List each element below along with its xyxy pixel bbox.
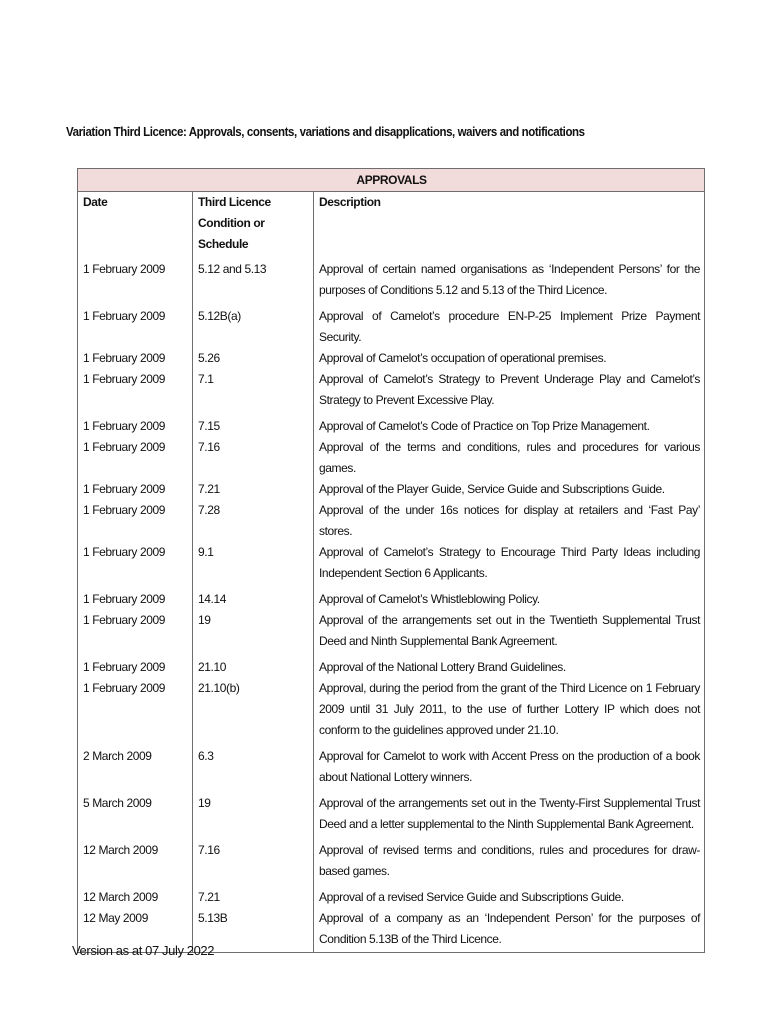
table-row bbox=[78, 306, 705, 348]
cell-description: Approval of Camelot’s procedure EN-P-25 Implement Prize Payment Security. bbox=[314, 306, 705, 348]
cell-description: Approval of a revised Service Guide and Subscriptions Guide. bbox=[314, 887, 705, 908]
table-row bbox=[78, 746, 705, 793]
cell-description: Approval of certain named organisations as ‘Independent Persons’ for the purposes of Conditions 5.12 and 5.13 of the Third Licence. bbox=[314, 259, 705, 306]
cell-date: 12 March 2009 bbox=[78, 887, 193, 908]
cell-condition: 7.28 bbox=[193, 500, 314, 542]
cell-condition: 21.10 bbox=[193, 657, 314, 678]
table-row bbox=[78, 657, 705, 678]
table-row bbox=[78, 678, 705, 746]
cell-date: 1 February 2009 bbox=[78, 479, 193, 500]
cell-condition: 7.21 bbox=[193, 887, 314, 908]
cell-condition: 5.12 and 5.13 bbox=[193, 259, 314, 306]
cell-date: 1 February 2009 bbox=[78, 542, 193, 589]
cell-date: 1 February 2009 bbox=[78, 610, 193, 657]
cell-description: Approval of Camelot’s occupation of operational premises. bbox=[314, 348, 705, 369]
table-row bbox=[78, 840, 705, 887]
table-row bbox=[78, 369, 705, 416]
cell-condition: 7.1 bbox=[193, 369, 314, 416]
cell-condition: 6.3 bbox=[193, 746, 314, 793]
table-row bbox=[78, 348, 705, 369]
cell-condition: 7.15 bbox=[193, 416, 314, 437]
table-row bbox=[78, 793, 705, 840]
cell-date: 1 February 2009 bbox=[78, 348, 193, 369]
cell-description: Approval of a company as an ‘Independent Person’ for the purposes of Condition 5.13B of the Third Licence. bbox=[314, 908, 705, 953]
cell-description: Approval of the terms and conditions, rules and procedures for various games. bbox=[314, 437, 705, 479]
cell-description: Approval of Camelot’s Code of Practice on Top Prize Management. bbox=[314, 416, 705, 437]
table-row bbox=[78, 479, 705, 500]
cell-date: 1 February 2009 bbox=[78, 657, 193, 678]
cell-condition: 7.21 bbox=[193, 479, 314, 500]
cell-condition: 5.12B(a) bbox=[193, 306, 314, 348]
table-header-row bbox=[78, 192, 705, 260]
column-header-condition bbox=[193, 192, 314, 260]
cell-description: Approval of Camelot’s Strategy to Prevent Underage Play and Camelot’s Strategy to Prevent Excessive Play. bbox=[314, 369, 705, 416]
footer-version: Version as at 07 July 2022 bbox=[72, 943, 215, 958]
cell-date: 1 February 2009 bbox=[78, 678, 193, 746]
column-header-description: Description bbox=[314, 192, 705, 260]
cell-description: Approval, during the period from the grant of the Third Licence on 1 February 2009 until 31 July 2011, to the use of further Lottery IP which does not conform to the guidelines approved under 21.10. bbox=[314, 678, 705, 746]
column-header-condition-text: Third Licence Condition or Schedule bbox=[198, 195, 271, 251]
cell-condition: 7.16 bbox=[193, 840, 314, 887]
cell-condition: 14.14 bbox=[193, 589, 314, 610]
cell-condition: 19 bbox=[193, 793, 314, 840]
cell-date: 1 February 2009 bbox=[78, 589, 193, 610]
cell-description: Approval of the arrangements set out in the Twentieth Supplemental Trust Deed and Ninth Supplemental Bank Agreement. bbox=[314, 610, 705, 657]
cell-description: Approval for Camelot to work with Accent Press on the production of a book about National Lottery winners. bbox=[314, 746, 705, 793]
table-row bbox=[78, 259, 705, 306]
cell-description: Approval of the arrangements set out in the Twenty-First Supplemental Trust Deed and a letter supplemental to the Ninth Supplemental Bank Agreement. bbox=[314, 793, 705, 840]
cell-description: Approval of the Player Guide, Service Guide and Subscriptions Guide. bbox=[314, 479, 705, 500]
cell-condition: 5.26 bbox=[193, 348, 314, 369]
cell-description: Approval of revised terms and conditions, rules and procedures for draw-based games. bbox=[314, 840, 705, 887]
table-row bbox=[78, 542, 705, 589]
table-row bbox=[78, 416, 705, 437]
cell-condition: 21.10(b) bbox=[193, 678, 314, 746]
page-title: Variation Third Licence: Approvals, consents, variations and disapplications, waivers and notifications bbox=[66, 125, 585, 139]
cell-date: 5 March 2009 bbox=[78, 793, 193, 840]
cell-date: 1 February 2009 bbox=[78, 259, 193, 306]
cell-date: 12 March 2009 bbox=[78, 840, 193, 887]
cell-condition: 7.16 bbox=[193, 437, 314, 479]
cell-date: 12 May 2009 bbox=[78, 908, 193, 953]
cell-date: 2 March 2009 bbox=[78, 746, 193, 793]
cell-description: Approval of Camelot’s Whistleblowing Policy. bbox=[314, 589, 705, 610]
cell-condition: 9.1 bbox=[193, 542, 314, 589]
cell-date: 1 February 2009 bbox=[78, 437, 193, 479]
table-row bbox=[78, 500, 705, 542]
cell-date: 1 February 2009 bbox=[78, 369, 193, 416]
approvals-table bbox=[77, 168, 705, 953]
table-row bbox=[78, 610, 705, 657]
cell-description: Approval of the National Lottery Brand Guidelines. bbox=[314, 657, 705, 678]
cell-description: Approval of Camelot’s Strategy to Encourage Third Party Ideas including Independent Section 6 Applicants. bbox=[314, 542, 705, 589]
cell-date: 1 February 2009 bbox=[78, 416, 193, 437]
cell-date: 1 February 2009 bbox=[78, 306, 193, 348]
cell-condition: 5.13B bbox=[193, 908, 314, 953]
section-heading: APPROVALS bbox=[78, 169, 705, 192]
table-row bbox=[78, 887, 705, 908]
cell-condition: 19 bbox=[193, 610, 314, 657]
column-header-date: Date bbox=[78, 192, 193, 260]
table-section-heading-row bbox=[78, 169, 705, 192]
table-row bbox=[78, 589, 705, 610]
cell-date: 1 February 2009 bbox=[78, 500, 193, 542]
table-row bbox=[78, 437, 705, 479]
cell-description: Approval of the under 16s notices for display at retailers and ‘Fast Pay’ stores. bbox=[314, 500, 705, 542]
